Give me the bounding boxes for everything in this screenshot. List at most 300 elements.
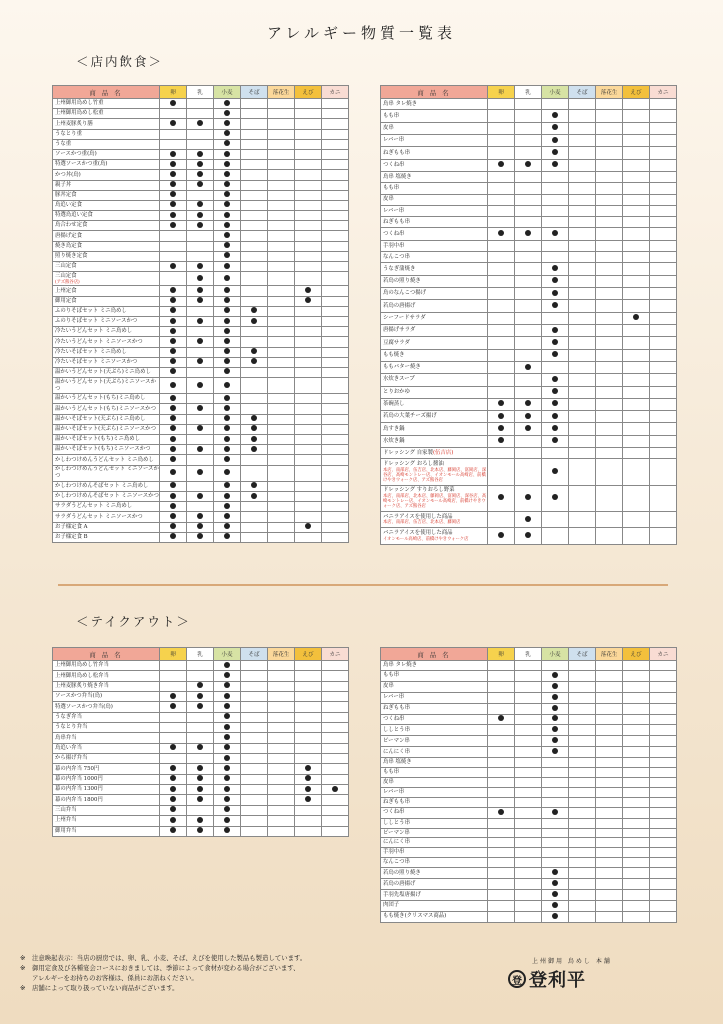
product-name-cell	[381, 374, 488, 386]
allergen-cell	[160, 785, 187, 795]
contains-dot-icon	[197, 263, 203, 269]
contains-dot-icon	[170, 405, 176, 411]
contains-dot-icon	[170, 222, 176, 228]
allergen-cell	[187, 465, 214, 481]
contains-dot-icon	[197, 744, 203, 750]
table-row	[381, 324, 677, 336]
column-header-allergen: えび	[623, 648, 650, 661]
product-name-cell	[53, 522, 160, 532]
allergen-cell	[322, 149, 349, 159]
contains-dot-icon	[170, 796, 176, 802]
logo-mark-icon: 登	[508, 970, 526, 988]
allergen-cell	[596, 147, 623, 159]
allergen-cell	[160, 211, 187, 221]
allergen-cell	[295, 733, 322, 743]
contains-dot-icon	[170, 358, 176, 364]
allergen-cell	[187, 306, 214, 316]
allergen-cell	[623, 528, 650, 544]
product-name-cell	[53, 129, 160, 139]
product-name-cell	[381, 194, 488, 205]
allergen-cell	[515, 838, 542, 848]
allergen-cell	[596, 194, 623, 205]
product-name: 鳥串 塩焼き	[383, 759, 412, 766]
contains-dot-icon	[170, 348, 176, 354]
allergen-cell	[488, 217, 515, 228]
product-name-cell	[53, 512, 160, 522]
allergen-cell	[187, 211, 214, 221]
allergen-cell	[160, 702, 187, 712]
allergen-cell	[542, 147, 569, 159]
contains-dot-icon	[552, 124, 558, 130]
allergen-cell	[623, 263, 650, 275]
allergen-cell	[295, 502, 322, 512]
allergen-cell	[268, 119, 295, 129]
allergen-cell	[268, 327, 295, 337]
product-name-cell	[53, 296, 160, 306]
contains-dot-icon	[224, 817, 230, 823]
contains-dot-icon	[170, 493, 176, 499]
table-row	[53, 743, 349, 753]
table-row	[53, 424, 349, 434]
contains-dot-icon	[224, 275, 230, 281]
allergen-cell	[650, 386, 677, 398]
table-row	[53, 99, 349, 109]
product-name-cell	[381, 670, 488, 681]
allergen-cell	[214, 785, 241, 795]
product-name: ピーマン串	[383, 829, 410, 836]
allergen-cell	[160, 231, 187, 241]
product-name-cell	[53, 805, 160, 815]
column-header-allergen: 小麦	[542, 648, 569, 661]
allergen-cell	[623, 768, 650, 778]
contains-dot-icon	[170, 287, 176, 293]
allergen-cell	[160, 816, 187, 826]
allergen-cell	[569, 337, 596, 349]
product-name-cell	[381, 183, 488, 194]
allergen-cell	[542, 122, 569, 134]
allergen-cell	[241, 522, 268, 532]
allergen-cell	[488, 858, 515, 868]
allergen-cell	[542, 398, 569, 410]
product-name: ししとう串	[383, 819, 410, 826]
allergen-cell	[650, 703, 677, 714]
product-name-cell	[53, 316, 160, 326]
product-name-cell	[381, 252, 488, 263]
contains-dot-icon	[224, 338, 230, 344]
table-row	[53, 160, 349, 170]
table-row	[381, 275, 677, 287]
table-row	[381, 435, 677, 447]
allergen-cell	[623, 692, 650, 703]
note-mark: ※	[20, 963, 26, 972]
allergen-cell	[160, 491, 187, 501]
allergen-cell	[596, 99, 623, 110]
allergen-cell	[623, 194, 650, 205]
contains-dot-icon	[197, 703, 203, 709]
allergen-cell	[569, 217, 596, 228]
allergen-cell	[596, 252, 623, 263]
allergen-cell	[623, 848, 650, 858]
allergen-cell	[515, 703, 542, 714]
product-name: かしわつけめんうどんセット ミニソースかつ	[55, 466, 159, 480]
allergen-cell	[322, 394, 349, 404]
contains-dot-icon	[224, 662, 230, 668]
contains-dot-icon	[224, 765, 230, 771]
allergen-cell	[515, 312, 542, 324]
allergen-cell	[187, 180, 214, 190]
table-row	[53, 455, 349, 465]
allergen-cell	[596, 911, 623, 922]
product-name: バニラアイスを使用した商品	[383, 530, 453, 537]
allergen-cell	[650, 828, 677, 838]
product-name: 温かいうどんセット(もち)ミニソースかつ	[55, 405, 156, 412]
allergen-cell	[268, 465, 295, 481]
allergen-cell	[214, 481, 241, 491]
product-name-cell	[53, 723, 160, 733]
allergen-cell	[650, 122, 677, 134]
contains-dot-icon	[224, 318, 230, 324]
product-name-cell	[381, 818, 488, 828]
allergen-cell	[241, 149, 268, 159]
allergen-cell	[650, 858, 677, 868]
contains-dot-icon	[224, 358, 230, 364]
allergen-cell	[322, 805, 349, 815]
allergen-cell	[596, 423, 623, 435]
contains-dot-icon	[552, 705, 558, 711]
allergen-cell	[596, 879, 623, 890]
allergen-cell	[268, 347, 295, 357]
allergen-cell	[623, 217, 650, 228]
contains-dot-icon	[170, 469, 176, 475]
contains-dot-icon	[552, 809, 558, 815]
column-header-name: 商 品 名	[381, 86, 488, 99]
allergen-cell	[268, 692, 295, 702]
allergen-cell	[515, 252, 542, 263]
contains-dot-icon	[224, 201, 230, 207]
allergen-cell	[488, 324, 515, 336]
column-header-allergen: 乳	[515, 86, 542, 99]
table-row	[381, 312, 677, 324]
product-name: ふのりそばセット ミニ鳥めし	[55, 307, 127, 314]
allergen-cell	[214, 119, 241, 129]
contains-dot-icon	[498, 532, 504, 538]
allergen-cell	[650, 661, 677, 671]
allergen-cell	[650, 194, 677, 205]
allergen-cell	[650, 448, 677, 459]
allergen-cell	[515, 714, 542, 725]
allergen-cell	[542, 889, 569, 900]
allergen-cell	[214, 139, 241, 149]
table-row	[53, 378, 349, 394]
allergen-cell	[650, 777, 677, 787]
product-name-cell	[53, 200, 160, 210]
contains-dot-icon	[170, 263, 176, 269]
contains-dot-icon	[552, 715, 558, 721]
product-name: つくね串	[383, 809, 405, 816]
allergen-cell	[187, 445, 214, 455]
table-row	[381, 681, 677, 692]
contains-dot-icon	[170, 817, 176, 823]
allergen-cell	[295, 109, 322, 119]
allergen-cell	[488, 288, 515, 300]
contains-dot-icon	[552, 902, 558, 908]
contains-dot-icon	[224, 734, 230, 740]
contains-dot-icon	[498, 413, 504, 419]
allergen-cell	[160, 262, 187, 272]
contains-dot-icon	[170, 382, 176, 388]
allergen-cell	[488, 337, 515, 349]
allergen-cell	[268, 522, 295, 532]
allergen-cell	[569, 889, 596, 900]
table-row	[53, 712, 349, 722]
allergen-cell	[160, 367, 187, 377]
allergen-cell	[268, 764, 295, 774]
allergen-cell	[623, 736, 650, 747]
product-name-cell	[53, 754, 160, 764]
column-header-allergen: カニ	[650, 86, 677, 99]
contains-dot-icon	[525, 516, 531, 522]
allergen-cell	[214, 671, 241, 681]
allergen-cell	[623, 134, 650, 146]
product-name-cell	[53, 241, 160, 251]
allergen-cell	[295, 702, 322, 712]
product-name: もも串	[383, 112, 400, 119]
contains-dot-icon	[552, 277, 558, 283]
product-note: (伍吉店)	[432, 449, 454, 456]
table-row	[381, 797, 677, 807]
contains-dot-icon	[224, 436, 230, 442]
table-row	[381, 528, 677, 544]
product-name: レバー串	[383, 694, 405, 701]
allergen-cell	[650, 911, 677, 922]
allergen-cell	[268, 200, 295, 210]
allergen-cell	[268, 149, 295, 159]
allergen-cell	[268, 532, 295, 542]
allergen-cell	[268, 337, 295, 347]
product-name: 手羽中串	[383, 242, 405, 249]
product-name: 三山定食	[55, 272, 77, 279]
allergen-cell	[569, 868, 596, 879]
table-row	[53, 180, 349, 190]
allergen-cell	[488, 349, 515, 361]
product-name-cell	[381, 411, 488, 423]
allergen-cell	[187, 337, 214, 347]
allergen-cell	[241, 200, 268, 210]
product-name-cell	[381, 879, 488, 890]
contains-dot-icon	[224, 796, 230, 802]
product-name: つくね串	[383, 230, 405, 237]
allergen-cell	[650, 337, 677, 349]
allergen-cell	[295, 712, 322, 722]
product-name-cell	[381, 435, 488, 447]
contains-dot-icon	[197, 533, 203, 539]
allergen-cell	[214, 180, 241, 190]
allergen-cell	[542, 858, 569, 868]
allergen-cell	[214, 465, 241, 481]
allergen-cell	[295, 743, 322, 753]
allergen-cell	[623, 807, 650, 818]
allergen-cell	[623, 228, 650, 240]
allergen-cell	[596, 110, 623, 122]
allergen-cell	[596, 337, 623, 349]
contains-dot-icon	[251, 348, 257, 354]
table-row	[381, 252, 677, 263]
allergen-cell	[322, 327, 349, 337]
table-row	[53, 109, 349, 119]
column-header-allergen: カニ	[322, 648, 349, 661]
product-name: 水炊きスープ	[383, 376, 415, 383]
allergen-cell	[295, 129, 322, 139]
allergen-cell	[214, 347, 241, 357]
allergen-cell	[596, 122, 623, 134]
product-name: 鳥追い弁当	[55, 745, 82, 752]
allergen-cell	[160, 139, 187, 149]
table-row	[53, 702, 349, 712]
allergen-cell	[569, 288, 596, 300]
allergen-cell	[322, 231, 349, 241]
table-row	[53, 681, 349, 691]
contains-dot-icon	[197, 786, 203, 792]
product-name: かしわつけめんそばセット ミニ鳥めし	[55, 482, 149, 489]
allergen-cell	[596, 374, 623, 386]
product-name: 手羽中串	[383, 849, 405, 856]
allergen-cell	[160, 149, 187, 159]
contains-dot-icon	[498, 715, 504, 721]
product-name: 焼き鳥定食	[55, 242, 82, 249]
allergen-cell	[241, 455, 268, 465]
product-name-cell	[53, 347, 160, 357]
contains-dot-icon	[224, 469, 230, 475]
allergen-cell	[650, 435, 677, 447]
allergen-cell	[596, 324, 623, 336]
allergen-cell	[268, 109, 295, 119]
allergen-cell	[295, 764, 322, 774]
product-note: 本店、南部店、伍吉店、北本店、藤岡店、富岡店、深谷店、高崎モントレー店、イオンモール高崎店、前橋けやきウォーク店、アズ熊谷店	[383, 467, 487, 483]
product-name: 皮串	[383, 779, 394, 786]
allergen-cell	[160, 414, 187, 424]
allergen-cell	[214, 149, 241, 159]
allergen-cell	[295, 119, 322, 129]
allergen-cell	[515, 911, 542, 922]
table-row	[381, 818, 677, 828]
product-name: 水炊き鍋	[383, 438, 405, 445]
allergen-cell	[650, 312, 677, 324]
allergen-cell	[241, 661, 268, 671]
allergen-cell	[295, 532, 322, 542]
table-row	[53, 211, 349, 221]
allergen-cell	[322, 272, 349, 286]
contains-dot-icon	[552, 726, 558, 732]
allergen-cell	[214, 764, 241, 774]
contains-dot-icon	[170, 703, 176, 709]
contains-dot-icon	[305, 775, 311, 781]
allergen-cell	[596, 435, 623, 447]
product-name: ねぎもも串	[383, 218, 410, 225]
contains-dot-icon	[224, 130, 230, 136]
table-row	[53, 316, 349, 326]
allergen-cell	[295, 424, 322, 434]
allergen-cell	[268, 826, 295, 836]
allergen-cell	[488, 183, 515, 194]
allergen-cell	[488, 900, 515, 911]
allergen-cell	[160, 109, 187, 119]
allergen-cell	[187, 816, 214, 826]
allergen-cell	[187, 522, 214, 532]
allergen-cell	[241, 414, 268, 424]
table-row	[381, 263, 677, 275]
allergen-cell	[569, 171, 596, 182]
contains-dot-icon	[552, 400, 558, 406]
allergen-cell	[488, 758, 515, 768]
allergen-cell	[569, 692, 596, 703]
product-name-cell	[381, 725, 488, 736]
allergen-cell	[488, 134, 515, 146]
allergen-cell	[569, 300, 596, 312]
allergen-cell	[295, 296, 322, 306]
product-name: ソースかつ重(鳥)	[55, 151, 97, 158]
allergen-cell	[160, 251, 187, 261]
allergen-cell	[569, 681, 596, 692]
allergen-cell	[569, 838, 596, 848]
product-name: 幕の内弁当 1300円	[55, 786, 103, 793]
allergen-cell	[542, 217, 569, 228]
column-header-allergen: 卵	[160, 86, 187, 99]
product-name-cell	[381, 787, 488, 797]
allergen-cell	[596, 768, 623, 778]
allergen-cell	[596, 159, 623, 171]
allergen-cell	[515, 512, 542, 528]
table-row	[53, 785, 349, 795]
allergen-cell	[650, 747, 677, 758]
table-row	[381, 485, 677, 511]
allergen-cell	[542, 386, 569, 398]
allergen-cell	[488, 361, 515, 373]
allergen-cell	[295, 394, 322, 404]
product-name: 豆腐サラダ	[383, 339, 410, 346]
allergen-cell	[268, 367, 295, 377]
product-name-cell	[53, 139, 160, 149]
allergen-cell	[515, 879, 542, 890]
product-name-cell	[381, 423, 488, 435]
allergen-cell	[241, 378, 268, 394]
product-name-cell	[53, 465, 160, 481]
product-name: 上州御用鳥めし竹重	[55, 100, 104, 107]
allergen-cell	[268, 805, 295, 815]
allergen-cell	[542, 528, 569, 544]
contains-dot-icon	[498, 230, 504, 236]
allergen-cell	[623, 868, 650, 879]
allergen-cell	[241, 435, 268, 445]
allergen-cell	[160, 455, 187, 465]
contains-dot-icon	[332, 786, 338, 792]
allergen-cell	[596, 288, 623, 300]
contains-dot-icon	[197, 425, 203, 431]
allergen-cell	[569, 725, 596, 736]
allergen-cell	[268, 170, 295, 180]
allergen-cell	[241, 491, 268, 501]
allergen-cell	[542, 868, 569, 879]
allergen-cell	[542, 703, 569, 714]
contains-dot-icon	[224, 755, 230, 761]
contains-dot-icon	[224, 191, 230, 197]
table-row	[381, 171, 677, 182]
allergen-cell	[569, 252, 596, 263]
contains-dot-icon	[552, 413, 558, 419]
table-row	[381, 787, 677, 797]
allergen-cell	[160, 465, 187, 481]
allergen-cell	[488, 848, 515, 858]
contains-dot-icon	[224, 724, 230, 730]
